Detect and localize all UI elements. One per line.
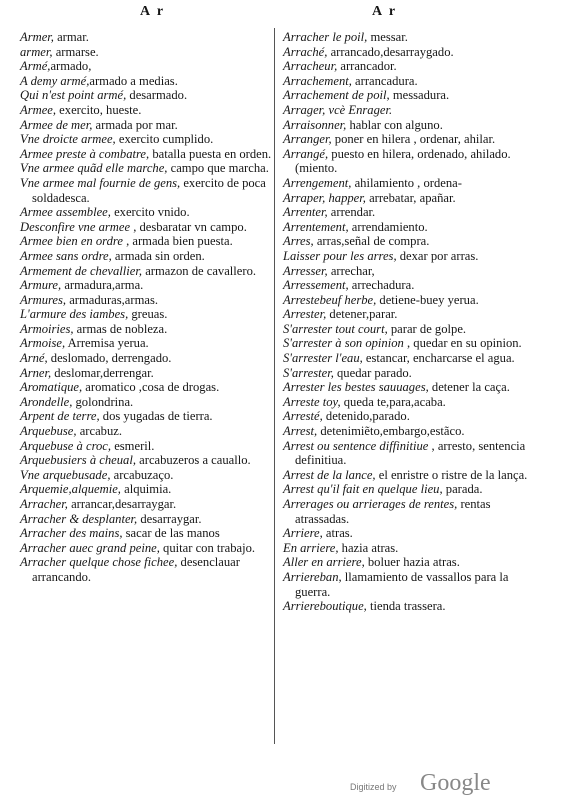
entry-translation: arcabuzeros a cauallo. [136, 453, 251, 468]
entry-headword: Vne arquebusade, [20, 467, 111, 482]
entry-translation: arrendar. [327, 205, 376, 220]
entry-headword: Arrester, [283, 307, 327, 322]
entry-headword: A demy armé, [20, 73, 90, 88]
entry-headword: Armee bien en ordre [20, 234, 123, 249]
entry-headword: Qui n'est point armé, [20, 88, 127, 103]
dictionary-entry [20, 351, 275, 366]
entry-headword: Arrest, [283, 424, 318, 439]
entry-headword: Arquebuse à croc, [20, 438, 112, 453]
entry-headword: Arné, [20, 351, 48, 366]
entry-translation: tienda trassera. [366, 599, 446, 614]
entry-translation: aromatico ,cosa de drogas. [82, 380, 220, 395]
dictionary-entry [283, 176, 538, 191]
entry-translation: exercito vnido. [110, 205, 190, 220]
entry-translation: arrancador. [337, 59, 397, 74]
entry-translation: el enristre o ristre de la lança. [375, 467, 528, 482]
entry-headword: Arner, [20, 365, 52, 380]
dictionary-entry [283, 570, 538, 599]
dictionary-entry [283, 205, 538, 220]
dictionary-entry [20, 220, 275, 235]
entry-translation: desarmado. [126, 88, 188, 103]
entry-translation: desarraygar. [137, 511, 202, 526]
entry-translation: batalla puesta en orden. [149, 146, 272, 161]
entry-translation: detener la caça. [428, 380, 510, 395]
right-column [283, 30, 538, 614]
entry-headword: Arrest de la lance, [283, 467, 376, 482]
dictionary-entry [20, 118, 275, 133]
entry-translation: exercito cumplido. [115, 132, 214, 147]
entry-translation: arrendamiento. [348, 219, 428, 234]
dictionary-entry [20, 541, 275, 556]
entry-translation: atras. [322, 526, 353, 541]
entry-translation: parada. [442, 482, 483, 497]
entry-headword: Vne armee mal fournie de gens, [20, 175, 181, 190]
entry-translation: detener,parar. [326, 307, 398, 322]
entry-translation: arcabuz. [76, 424, 122, 439]
dictionary-entry [283, 74, 538, 89]
entry-translation: armada sin orden. [111, 248, 205, 263]
dictionary-entry [283, 59, 538, 74]
dictionary-entry [283, 132, 538, 147]
entry-translation: armado a medias. [89, 73, 178, 88]
dictionary-entry [20, 293, 275, 308]
google-logo: Google [420, 770, 491, 796]
entry-translation: , arresto, sentencia definitiua. [295, 438, 526, 468]
entry-translation: armada por mar. [92, 117, 178, 132]
entry-translation: exercito de poca soldadesca. [32, 175, 266, 205]
entry-translation: armazon de cavallero. [142, 263, 257, 278]
entry-headword: Arraisonner, [283, 117, 347, 132]
dictionary-entry [20, 395, 275, 410]
dictionary-entry [20, 147, 275, 162]
entry-translation: ahilamiento , ordena- [351, 175, 462, 190]
entry-translation: hazia atras. [338, 540, 399, 555]
entry-headword: Arreste toy, [283, 394, 341, 409]
dictionary-entry [20, 205, 275, 220]
dictionary-entry [20, 264, 275, 279]
entry-translation: armarse. [52, 44, 99, 59]
dictionary-entry [20, 132, 275, 147]
dictionary-entry [283, 88, 538, 103]
dictionary-entry [283, 191, 538, 206]
entry-translation: poner en hilera , ordenar, ahilar. [331, 132, 496, 147]
entry-translation: estancar, encharcarse el agua. [362, 351, 515, 366]
dictionary-entry [283, 424, 538, 439]
entry-headword: Laisser pour les arres, [283, 248, 397, 263]
entry-headword: Armoise, [20, 336, 66, 351]
entry-headword: Desconfire vne armee [20, 219, 131, 234]
entry-translation: boluer hazia atras. [364, 555, 460, 570]
dictionary-entry [283, 380, 538, 395]
entry-translation: greuas. [128, 307, 168, 322]
entry-headword: Arres, [283, 234, 314, 249]
entry-headword: Armoiries, [20, 321, 74, 336]
entry-headword: Arrengement, [283, 175, 352, 190]
entry-headword: Arrest qu'il fait en quelque lieu, [283, 482, 443, 497]
dictionary-entry [283, 147, 538, 176]
entry-translation: , armada bien puesta. [122, 234, 233, 249]
page-header [0, 4, 563, 22]
dictionary-entry [20, 453, 275, 468]
dictionary-entry [283, 599, 538, 614]
dictionary-entry [283, 30, 538, 45]
entry-headword: Arracher auec grand peine, [20, 540, 160, 555]
entry-translation: armadura,arma. [61, 278, 144, 293]
entry-translation: golondrina. [72, 394, 134, 409]
entry-translation: exercito, hueste. [56, 102, 142, 117]
entry-headword: armer, [20, 44, 53, 59]
entry-headword: Arracher quelque chose fichee, [20, 555, 178, 570]
entry-translation: messar. [367, 30, 408, 44]
dictionary-entry [20, 336, 275, 351]
dictionary-entry [283, 409, 538, 424]
running-head-left: A r [140, 4, 166, 19]
dictionary-entry [283, 439, 538, 468]
entry-headword: Arressement, [283, 278, 349, 293]
entry-translation: , quedar en su opinion. [403, 336, 522, 351]
entry-headword: S'arrester l'eau, [283, 351, 363, 366]
entry-translation: queda te,para,acaba. [340, 394, 446, 409]
entry-headword: Arresser, [283, 263, 328, 278]
dictionary-entry [283, 468, 538, 483]
entry-translation: campo que marcha. [167, 161, 269, 176]
dictionary-entry [20, 322, 275, 337]
entry-translation: arrebatar, apañar. [365, 190, 456, 205]
dictionary-entry [20, 59, 275, 74]
entry-headword: Arresté, [283, 409, 323, 424]
entry-headword: Armé, [20, 59, 51, 74]
entry-headword: Arquemie,alquemie, [20, 482, 121, 497]
dictionary-entry [20, 439, 275, 454]
entry-translation: detenimiẽto,embargo,estãco. [317, 424, 465, 439]
entry-headword: Arracheur, [283, 59, 338, 74]
entry-translation: rentas atrassadas. [295, 497, 491, 526]
dictionary-entry [20, 497, 275, 512]
dictionary-entry [283, 278, 538, 293]
entry-headword: Arrestebeuf herbe, [283, 292, 377, 307]
entry-translation: arrancar,desarraygar. [67, 497, 177, 511]
dictionary-entry [283, 322, 538, 337]
entry-translation: dos yugadas de tierra. [99, 409, 213, 424]
entry-headword: Arrester les bestes sauuages, [283, 380, 429, 395]
dictionary-entry [20, 468, 275, 483]
entry-headword: Aromatique, [20, 380, 83, 395]
entry-headword: Armee preste à combatre, [20, 146, 150, 161]
entry-translation: armado, [50, 59, 92, 74]
entry-headword: Arquebusiers à cheual, [20, 453, 137, 468]
dictionary-entry [283, 351, 538, 366]
entry-headword: Arraper, happer, [283, 190, 366, 205]
entry-headword: Arrachement de poil, [283, 88, 390, 103]
dictionary-entry [283, 336, 538, 351]
entry-headword: Arrangé, [283, 146, 329, 161]
entry-headword: Arrentement, [283, 219, 349, 234]
entry-headword: L'armure des iambes, [20, 307, 129, 322]
entry-headword: S'arrester tout court, [283, 321, 388, 336]
dictionary-entry [20, 409, 275, 424]
entry-translation: deslomado, derrengado. [47, 351, 172, 366]
dictionary-entry [20, 526, 275, 541]
entry-translation: armas de nobleza. [73, 321, 168, 336]
dictionary-entry [283, 526, 538, 541]
entry-headword: Arondelle, [20, 394, 73, 409]
dictionary-entry [20, 161, 275, 176]
running-head-right: A r [372, 4, 398, 19]
digitization-mark [300, 770, 540, 796]
dictionary-entry [283, 45, 538, 60]
entry-headword: Armee, [20, 102, 57, 117]
entry-headword: Arrager, vcè Enrager. [283, 102, 393, 117]
entry-translation: arras,señal de compra. [313, 234, 430, 249]
entry-translation: desenclauar arrancando. [32, 555, 240, 584]
entry-headword: S'arrester à son opinion [283, 336, 404, 351]
dictionary-entry [283, 118, 538, 133]
entry-headword: Arrest ou sentence diffinitiue [283, 438, 429, 453]
entry-headword: En arriere, [283, 540, 339, 555]
entry-translation: quitar con trabajo. [159, 540, 256, 555]
dictionary-entry [283, 497, 538, 526]
entry-headword: Arrerages ou arrierages de rentes, [283, 497, 458, 511]
entry-headword: S'arrester, [283, 365, 334, 380]
entry-translation: puesto en hilera, ordenado, ahilado. (miento. [295, 146, 511, 176]
entry-translation: armar. [53, 30, 89, 44]
dictionary-entry [20, 74, 275, 89]
entry-translation: arrechadura. [348, 278, 415, 293]
entry-translation: llamamiento de vassallos para la guerra. [295, 569, 509, 599]
dictionary-entry [20, 234, 275, 249]
entry-headword: Arranger, [283, 132, 332, 147]
entry-translation: arrancadura. [351, 73, 418, 88]
dictionary-entry [20, 278, 275, 293]
dictionary-entry [20, 30, 275, 45]
entry-headword: Arriere, [283, 526, 323, 541]
dictionary-entry [283, 249, 538, 264]
dictionary-entry [20, 176, 275, 205]
entry-translation: arrancado,desarraygado. [327, 44, 454, 59]
entry-translation: parar de golpe. [387, 321, 467, 336]
entry-translation: arcabuzaço. [110, 467, 174, 482]
entry-headword: Arquebuse, [20, 424, 77, 439]
entry-translation: detenido,parado. [322, 409, 410, 424]
dictionary-entry [283, 293, 538, 308]
dictionary-entry [283, 482, 538, 497]
dictionary-entry [283, 307, 538, 322]
entry-headword: Arracher & desplanter, [20, 511, 138, 526]
entry-translation: armaduras,armas. [66, 292, 159, 307]
dictionary-entry [20, 555, 275, 584]
entry-headword: Arrachement, [283, 73, 352, 88]
entry-headword: Arraché, [283, 44, 328, 59]
entry-headword: Vne armee quãd elle marche, [20, 161, 168, 176]
entry-headword: Arpent de terre, [20, 409, 100, 424]
dictionary-entry [20, 88, 275, 103]
dictionary-entry [20, 512, 275, 527]
dictionary-entry [283, 541, 538, 556]
left-column [20, 30, 275, 585]
entry-translation: deslomar,derrengar. [51, 365, 154, 380]
entry-headword: Arriereban, [283, 569, 342, 584]
dictionary-entry [283, 220, 538, 235]
entry-headword: Armer, [20, 30, 54, 44]
entry-headword: Armee de mer, [20, 117, 93, 132]
entry-translation: messadura. [389, 88, 450, 103]
dictionary-entry [20, 424, 275, 439]
dictionary-entry [283, 264, 538, 279]
entry-headword: Arracher des mains, [20, 526, 123, 541]
dictionary-entry [283, 234, 538, 249]
entry-headword: Armement de chevallier, [20, 263, 143, 278]
entry-headword: Vne droicte armee, [20, 132, 116, 147]
entry-translation: hablar con alguno. [346, 117, 443, 132]
entry-headword: Arracher, [20, 497, 68, 511]
entry-translation: quedar parado. [333, 365, 412, 380]
entry-translation: , desbaratar vn campo. [130, 219, 247, 234]
entry-headword: Arrenter, [283, 205, 328, 220]
dictionary-entry [20, 45, 275, 60]
dictionary-entry [283, 395, 538, 410]
entry-headword: Aller en arriere, [283, 555, 365, 570]
entry-translation: sacar de las manos [122, 526, 220, 541]
entry-translation: detiene-buey yerua. [376, 292, 479, 307]
dictionary-entry [283, 555, 538, 570]
entry-headword: Armee assemblee, [20, 205, 111, 220]
entry-translation: dexar por arras. [396, 248, 479, 263]
dictionary-entry [20, 307, 275, 322]
entry-headword: Armure, [20, 278, 62, 293]
dictionary-entry [283, 366, 538, 381]
entry-headword: Armee sans ordre, [20, 248, 112, 263]
dictionary-entry [20, 380, 275, 395]
entry-headword: Arriereboutique, [283, 599, 367, 614]
entry-translation: Arremisa yerua. [65, 336, 149, 351]
dictionary-entry [20, 482, 275, 497]
entry-headword: Armures, [20, 292, 67, 307]
dictionary-entry [20, 249, 275, 264]
entry-headword: Arracher le poil, [283, 30, 368, 44]
dictionary-entry [283, 103, 538, 118]
dictionary-entry [20, 366, 275, 381]
dictionary-entry [20, 103, 275, 118]
digitized-by-text: Digitized by [350, 782, 397, 792]
entry-translation: arrechar, [327, 263, 375, 278]
entry-translation: alquimia. [120, 482, 172, 497]
entry-translation: esmeril. [111, 438, 155, 453]
